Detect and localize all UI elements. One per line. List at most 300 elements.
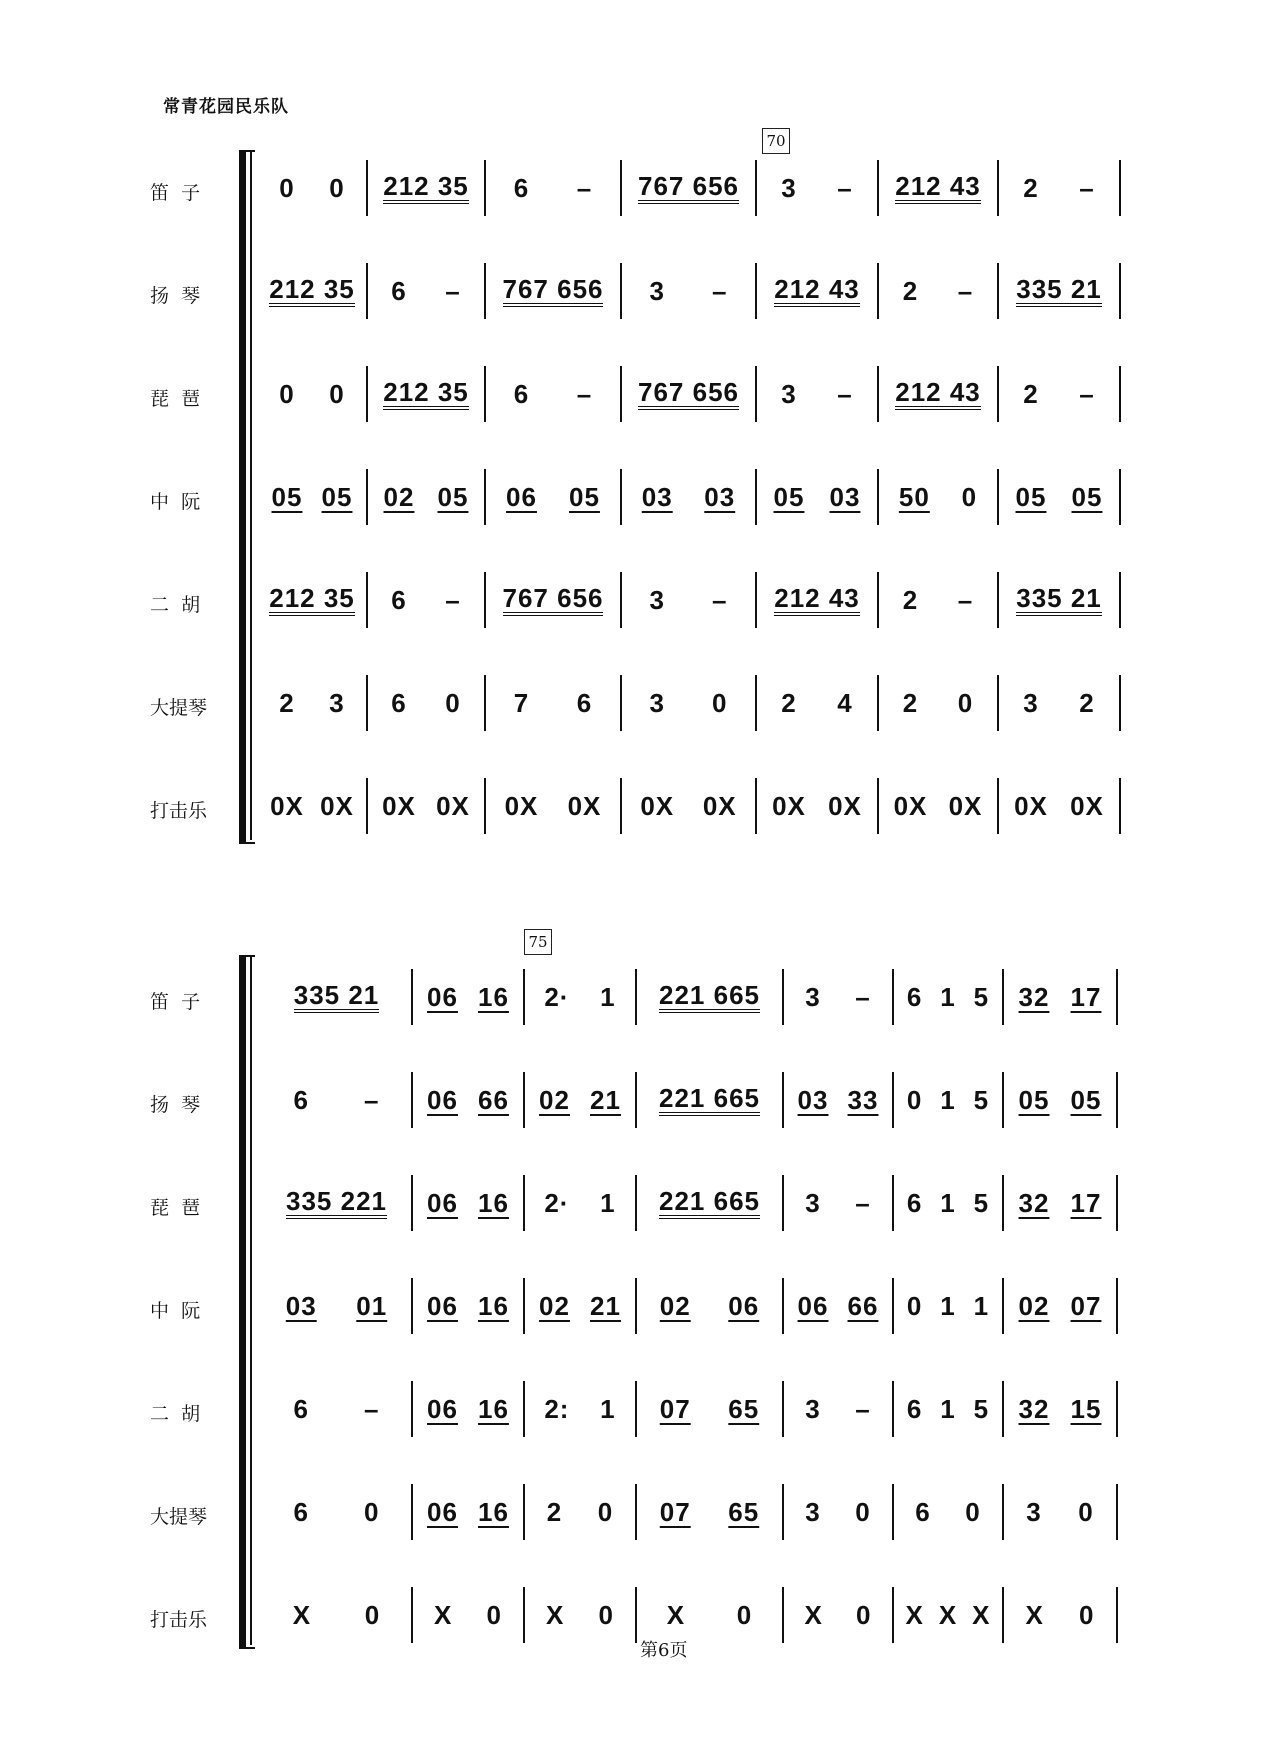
measure [1004,1072,1118,1128]
staff-row [0,1381,1272,1441]
note: 0X [772,790,806,821]
measure [486,675,622,731]
score-system-2 [0,933,1272,1655]
instrument-name: 中 阮 [150,491,201,513]
note: 65 [728,1393,760,1424]
note: 5 [973,1393,990,1424]
note: – [445,275,461,306]
measure [413,1278,525,1334]
measure [525,1587,637,1643]
note: 6 [293,1393,309,1424]
note: – [364,1393,380,1424]
note: 0X [382,790,416,821]
note: 0 [736,1599,753,1630]
note: 6 [906,1187,923,1218]
note: 0 [965,1496,981,1527]
measure [258,160,368,216]
note: 03 [829,481,861,512]
note: X [1025,1599,1044,1630]
note: 221 665 [659,981,760,1013]
note: X [546,1599,565,1630]
measure-group [258,675,1121,731]
note: 3 [649,687,665,718]
measure [622,778,757,834]
measure [999,469,1121,525]
staff-row [0,1587,1272,1647]
measure [413,1175,525,1231]
note: 06 [797,1290,829,1321]
instrument-name: 笛 子 [150,991,201,1013]
note: – [1079,172,1095,203]
note: – [837,172,853,203]
note: 0 [1078,1599,1095,1630]
measure-group [258,366,1121,422]
note: 221 665 [659,1084,760,1116]
note: 3 [649,275,665,306]
measure [413,1484,525,1540]
note: 05 [1015,481,1047,512]
measure [258,675,368,731]
note: 2· [544,981,570,1012]
instrument-name: 扬 琴 [150,1094,201,1116]
measure [784,1381,894,1437]
measure [262,1381,413,1437]
measure [879,675,999,731]
measure [879,778,999,834]
note: 3 [805,1393,821,1424]
note: X [666,1599,686,1630]
note: 06 [427,1290,458,1321]
note: 0X [640,790,675,821]
measure [258,572,368,628]
note: 2 [1079,687,1095,718]
note: – [364,1084,380,1115]
measure [757,675,879,731]
measure [784,1278,894,1334]
note: 0 [329,378,345,409]
measure [999,263,1121,319]
note: 0 [1078,1496,1094,1527]
note: 06 [427,1187,458,1218]
measure [637,1278,784,1334]
measure-group [258,469,1121,525]
measure [622,160,757,216]
measure [525,1175,637,1231]
measure [486,263,622,319]
note: 06 [427,1393,458,1424]
measure [784,1587,894,1643]
rehearsal-mark: 75 [524,929,552,955]
instrument-name: 大提琴 [150,1506,208,1528]
note: 16 [478,1496,509,1527]
measure [525,1072,637,1128]
staff-row [0,675,1272,735]
measure-group [258,778,1121,834]
note: 0X [436,790,470,821]
note: 02 [539,1290,570,1321]
note: 3 [329,687,345,718]
note: 5 [973,1084,990,1115]
measure [262,1587,413,1643]
measure [622,469,757,525]
measure [894,1484,1004,1540]
measure [637,1484,784,1540]
note: 1 [940,1393,956,1424]
measure [757,263,879,319]
measure [637,1381,784,1437]
note: 212 43 [774,584,860,616]
note: – [957,275,974,306]
measure [413,969,525,1025]
measure [525,1381,637,1437]
note: 0X [702,790,737,821]
note: 05 [1018,1084,1050,1115]
note: 0 [961,481,978,512]
note: 767 656 [638,172,739,204]
measure [1004,1175,1118,1231]
note: 1 [973,1290,990,1321]
note: 16 [478,1290,509,1321]
measure [1004,1484,1118,1540]
note: 65 [728,1496,760,1527]
note: 15 [1070,1393,1102,1424]
measure [879,160,999,216]
measure [413,1072,525,1128]
note: 21 [590,1290,621,1321]
measure [262,1175,413,1231]
measure-group [262,969,1118,1025]
measure-group [258,263,1121,319]
measure [757,160,879,216]
measure [486,160,622,216]
note: 6 [391,275,407,306]
measure [1004,1587,1118,1643]
note: 0 [364,1496,380,1527]
staff-row [0,366,1272,426]
instrument-name: 大提琴 [150,697,208,719]
note: 212 43 [774,275,860,307]
measure [757,469,879,525]
measure [258,469,368,525]
measure [999,366,1121,422]
note: 6 [293,1084,309,1115]
measure-group [258,572,1121,628]
note: 212 35 [269,275,355,307]
staff-row [0,263,1272,323]
note: 03 [704,481,736,512]
measure [525,1278,637,1334]
instrument-name: 二 胡 [150,1403,201,1425]
note: 1 [940,1084,956,1115]
measure [622,675,757,731]
instrument-name: 笛 子 [150,182,201,204]
staff-row [0,160,1272,220]
note: 0X [270,790,304,821]
note: – [445,584,461,615]
measure [879,469,999,525]
measure [894,969,1004,1025]
note: 212 35 [269,584,355,616]
note: – [576,378,593,409]
measure [368,572,486,628]
note: 3 [805,1187,821,1218]
measure [999,572,1121,628]
note: 2 [902,687,919,718]
note: – [855,1187,871,1218]
note: 0X [320,790,354,821]
note: 21 [590,1084,621,1115]
note: 5 [973,1187,990,1218]
note: 2 [1023,378,1039,409]
note: 03 [285,1290,317,1321]
measure [486,778,622,834]
note: 0X [1014,790,1048,821]
note: – [855,981,871,1012]
note: 32 [1018,1187,1050,1218]
note: 5 [973,981,990,1012]
measure [486,572,622,628]
note: 1 [600,1187,616,1218]
measure [368,675,486,731]
note: 0X [828,790,862,821]
note: 16 [478,1187,509,1218]
note: X [434,1599,453,1630]
staff-row [0,1484,1272,1544]
instrument-name: 打击乐 [150,1609,208,1631]
note: – [576,172,593,203]
note: 767 656 [503,584,604,616]
note: 212 35 [383,378,469,410]
note: 1 [600,981,616,1012]
instrument-name: 琵 琶 [150,1197,201,1219]
measure [622,366,757,422]
instrument-name: 二 胡 [150,594,201,616]
note: 2 [902,275,919,306]
note: – [855,1393,871,1424]
measure-group [262,1587,1118,1643]
note: 0X [504,790,539,821]
note: 06 [427,1084,458,1115]
measure [525,1484,637,1540]
note: 0 [906,1290,923,1321]
note: 0X [893,790,928,821]
measure [784,969,894,1025]
measure [368,778,486,834]
note: 0 [486,1599,502,1630]
note: – [837,378,853,409]
measure [894,1072,1004,1128]
note: 06 [506,481,537,512]
note: 0 [855,1599,872,1630]
note: 0 [597,1496,614,1527]
note: 3 [1023,687,1039,718]
note: 0 [329,172,345,203]
note: 0X [567,790,602,821]
note: 1 [600,1393,616,1424]
note: 2 [546,1496,563,1527]
staff-row [0,1072,1272,1132]
note: 05 [1070,1084,1102,1115]
note: 6 [391,687,407,718]
measure-group [262,1381,1118,1437]
measure [413,1381,525,1437]
measure [784,1175,894,1231]
note: 7 [513,687,530,718]
measure [784,1484,894,1540]
note: 05 [321,481,353,512]
note: – [712,584,728,615]
measure [1004,969,1118,1025]
note: 221 665 [659,1187,760,1219]
staff-row [0,969,1272,1029]
note: 16 [478,981,509,1012]
measure-group [262,1175,1118,1231]
note: 6 [513,378,530,409]
note: 0 [279,378,295,409]
note: 32 [1018,981,1050,1012]
note: 0 [279,172,295,203]
note: 3 [1026,1496,1042,1527]
note: 16 [478,1393,509,1424]
note: 212 43 [895,378,981,410]
measure-group [262,1278,1118,1334]
measure [999,160,1121,216]
note: 33 [847,1084,879,1115]
staff-row [0,1278,1272,1338]
note: 0 [957,687,974,718]
note: 0 [598,1599,614,1630]
note: – [957,584,974,615]
instrument-name: 琵 琶 [150,388,201,410]
note: 0 [906,1084,923,1115]
note: 07 [1070,1290,1102,1321]
note: 0 [364,1599,381,1630]
note: 0 [445,687,461,718]
note: X [292,1599,312,1630]
ensemble-title: 常青花园民乐队 [163,97,289,117]
note: 2· [544,1187,570,1218]
measure [784,1072,894,1128]
note: 0 [712,687,728,718]
measure [757,572,879,628]
note: 1 [940,1290,956,1321]
measure [368,469,486,525]
rehearsal-mark: 70 [762,128,790,154]
measure [894,1587,1004,1643]
note: 0 [855,1496,871,1527]
measure [622,263,757,319]
note: 50 [898,481,930,512]
measure [757,366,879,422]
note: 06 [427,981,458,1012]
instrument-name: 打击乐 [150,800,208,822]
measure [262,1278,413,1334]
measure [757,778,879,834]
measure [637,1175,784,1231]
measure [879,366,999,422]
note: 6 [906,981,923,1012]
note: 3 [781,172,797,203]
note: 335 21 [294,981,380,1013]
note: 02 [383,481,415,512]
note: 335 221 [286,1187,387,1219]
measure [486,366,622,422]
note: 6 [513,172,530,203]
measure [258,366,368,422]
note: 3 [805,1496,821,1527]
measure-group [262,1484,1118,1540]
measure [258,263,368,319]
measure [879,572,999,628]
measure [999,675,1121,731]
note: 05 [1071,481,1103,512]
note: 03 [641,481,673,512]
measure [894,1278,1004,1334]
note: 03 [797,1084,829,1115]
note: 767 656 [638,378,739,410]
note: 02 [539,1084,570,1115]
instrument-name: 扬 琴 [150,285,201,307]
note: 2 [902,584,919,615]
measure [879,263,999,319]
note: 17 [1070,981,1102,1012]
measure [637,1072,784,1128]
note: – [1079,378,1095,409]
note: 0X [1070,790,1104,821]
note: 06 [427,1496,458,1527]
measure [262,1072,413,1128]
note: 767 656 [503,275,604,307]
note: 2 [781,687,797,718]
instrument-name: 中 阮 [150,1300,201,1322]
note: 05 [773,481,805,512]
note: 335 21 [1016,275,1102,307]
note: X [804,1599,823,1630]
note: 0X [948,790,983,821]
note: 212 43 [895,172,981,204]
note: 17 [1070,1187,1102,1218]
note: 4 [837,687,853,718]
staff-row [0,1175,1272,1235]
note: 6 [906,1393,923,1424]
note: 02 [1018,1290,1050,1321]
measure [1004,1278,1118,1334]
note: 335 21 [1016,584,1102,616]
measure [486,469,622,525]
measure-group [258,160,1121,216]
measure [637,969,784,1025]
note: 05 [271,481,303,512]
note: 3 [805,981,821,1012]
note: 05 [569,481,600,512]
note: 3 [649,584,665,615]
measure [368,366,486,422]
measure [1004,1381,1118,1437]
note: X [938,1599,958,1630]
measure [368,160,486,216]
note: 32 [1018,1393,1050,1424]
note: 6 [576,687,593,718]
measure-group [262,1072,1118,1128]
note: 1 [940,981,956,1012]
measure [368,263,486,319]
measure [413,1587,525,1643]
note: 1 [940,1187,956,1218]
measure [894,1175,1004,1231]
measure [894,1381,1004,1437]
staff-row [0,572,1272,632]
note: 3 [781,378,797,409]
